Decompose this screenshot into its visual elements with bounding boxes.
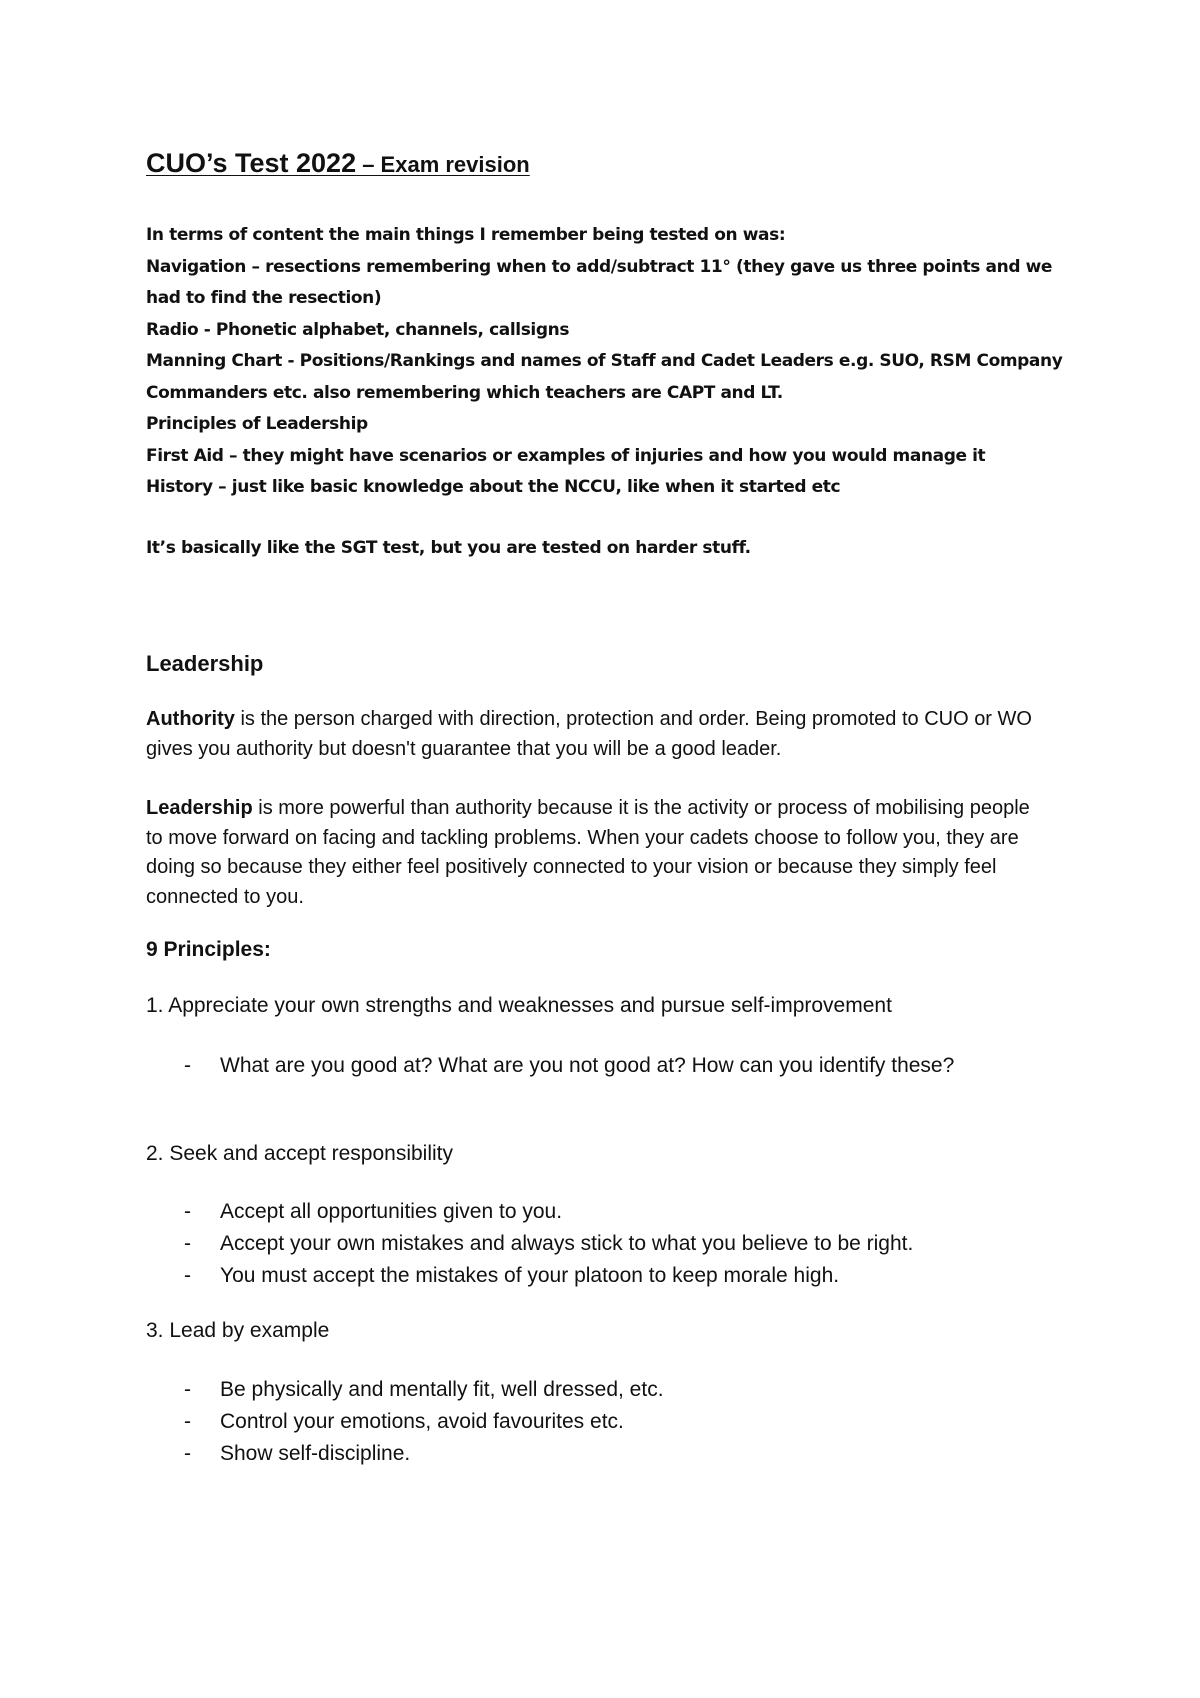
list-item: - Control your emotions, avoid favourites etc. <box>184 1406 1044 1438</box>
list-item: - You must accept the mistakes of your platoon to keep morale high. <box>184 1260 1044 1292</box>
list-item: - What are you good at? What are you not good at? How can you identify these? <box>184 1050 1044 1082</box>
bullet-dash: - <box>184 1200 191 1223</box>
principle-bullets <box>184 1050 1044 1082</box>
bullet-dash: - <box>184 1410 191 1433</box>
principle-title: 3. Lead by example <box>146 1319 330 1342</box>
bullet-dash: - <box>184 1054 191 1077</box>
principle-title: 1. Appreciate your own strengths and weaknesses and pursue self-improvement <box>146 994 892 1017</box>
bullet-dash: - <box>184 1378 191 1401</box>
list-item: - Be physically and mentally fit, well dressed, etc. <box>184 1374 1044 1406</box>
leadership-heading: Leadership <box>146 651 264 676</box>
intro-section <box>146 220 1086 564</box>
intro-line: Manning Chart - Positions/Rankings and names of Staff and Cadet Leaders e.g. SUO, RSM Company Commanders etc. also remembering which teachers are CAPT and LT. <box>146 351 1063 403</box>
list-item: - Show self-discipline. <box>184 1438 1044 1470</box>
leadership-term: Leadership <box>146 797 253 819</box>
bullet-dash: - <box>184 1232 191 1255</box>
principle-bullets <box>184 1374 1044 1470</box>
title-subtitle: – Exam revision <box>356 152 530 177</box>
leadership-paragraph <box>146 794 1046 912</box>
list-item: - Accept your own mistakes and always stick to what you believe to be right. <box>184 1228 1044 1260</box>
intro-line: History – just like basic knowledge about the NCCU, like when it started etc <box>146 477 841 497</box>
intro-line: Radio - Phonetic alphabet, channels, callsigns <box>146 319 570 340</box>
principles-heading: 9 Principles: <box>146 938 271 961</box>
intro-line: In terms of content the main things I remember being tested on was: <box>146 225 786 245</box>
intro-line: First Aid – they might have scenarios or examples of injuries and how you would manage it <box>146 445 986 466</box>
intro-line: Principles of Leadership <box>146 414 368 434</box>
intro-line: Navigation – resections remembering when to add/subtract 11° (they gave us three points and we had to find the resection) <box>146 256 1053 308</box>
intro-note: It’s basically like the SGT test, but you are tested on harder stuff. <box>146 537 751 558</box>
principle-bullets <box>184 1196 1044 1292</box>
list-item: - Accept all opportunities given to you. <box>184 1196 1044 1228</box>
bullet-dash: - <box>184 1264 191 1287</box>
authority-text: is the person charged with direction, protection and order. Being promoted to CUO or WO gives you authority but doesn't guarantee that you will be a good leader. <box>146 708 1032 760</box>
bullet-dash: - <box>184 1442 191 1465</box>
leadership-text: is more powerful than authority because it is the activity or process of mobilising people to move forward on facing and tackling problems. When your cadets choose to follow you, they are doing so because they either feel positively connected to your vision or because they simply feel connected to you. <box>146 797 1030 908</box>
principle-title: 2. Seek and accept responsibility <box>146 1142 454 1165</box>
title-main: CUO’s Test 2022 <box>146 148 357 178</box>
authority-paragraph <box>146 705 1046 764</box>
authority-term: Authority <box>146 708 235 730</box>
document-title <box>146 148 530 179</box>
